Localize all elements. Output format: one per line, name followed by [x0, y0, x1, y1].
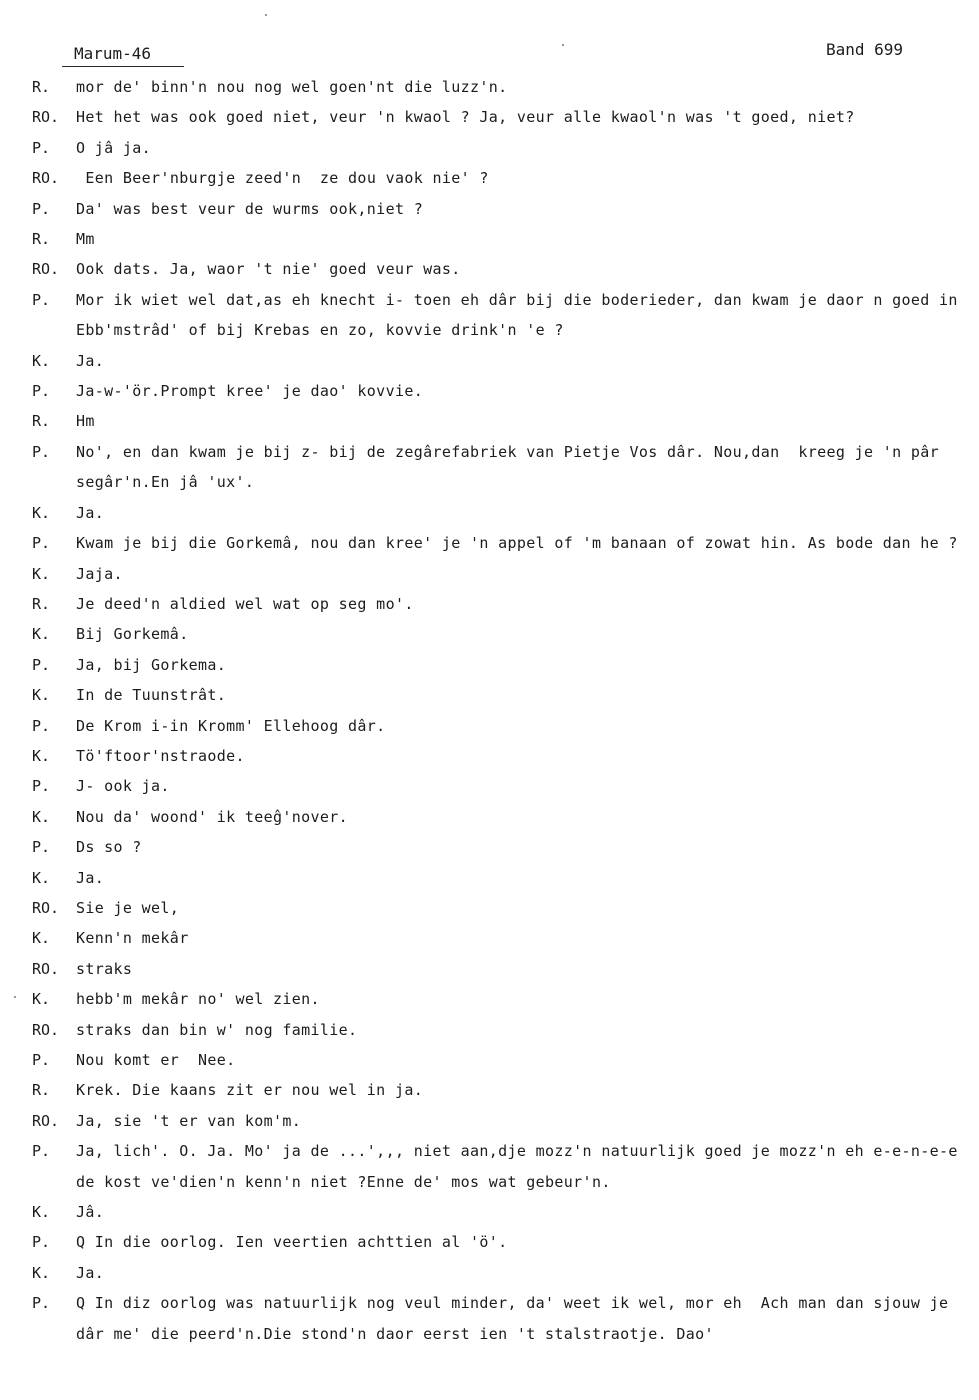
speaker-label: P. [32, 534, 51, 553]
speaker-label: K. [32, 625, 51, 644]
speaker-label: K. [32, 1203, 51, 1222]
utterance-text: hebb'm mekâr no' wel zien. [76, 990, 320, 1009]
utterance-text: Ja. [76, 868, 105, 887]
utterance-text: Ja, lich'. O. Ja. Mo' ja de ...',,, niet aan,dje mozz'n natuurlijk goed je mozz'n eh e-e-n-e-e de kost ve'dien'n kenn'n niet ?Enne de' mos wat gebeur'n. [76, 1142, 968, 1191]
transcript-turn [0, 498, 979, 528]
speaker-label: P. [32, 1142, 51, 1161]
speaker-label: P. [32, 655, 51, 674]
speaker-label: P. [32, 716, 51, 735]
transcript-turn [0, 437, 979, 498]
utterance-text: straks dan bin w' nog familie. [76, 1020, 358, 1039]
transcript-turn [0, 376, 979, 406]
utterance-text: Nou komt er Nee. [76, 1051, 236, 1069]
utterance-text: Ja, bij Gorkema. [76, 655, 227, 674]
transcript-turn [0, 984, 979, 1014]
utterance-text: Sie je wel, [76, 898, 180, 917]
transcript-turn [0, 224, 979, 254]
utterance-text: Kenn'n mekâr [76, 929, 189, 948]
utterance-text: Jâ. [76, 1203, 105, 1222]
speaker-label: RO. [32, 260, 60, 279]
document-id: Marum-46 [74, 44, 152, 63]
speaker-label: RO. [32, 169, 60, 188]
speaker-label: K. [32, 929, 51, 948]
scan-speck [265, 14, 267, 16]
speaker-label: K. [32, 868, 51, 887]
speaker-label: P. [32, 199, 51, 218]
utterance-text: Jaja. [76, 564, 123, 583]
speaker-label: RO. [32, 1111, 60, 1130]
transcript-turn [0, 1258, 979, 1288]
utterance-text: No', en dan kwam je bij z- bij de zegârefabriek van Pietje Vos dâr. Nou,dan kreeg je 'n pâr segâr'n.En jâ 'ux'. [76, 442, 949, 492]
transcript-turn [0, 72, 979, 102]
utterance-text: Ja. [76, 351, 105, 370]
speaker-label: P. [32, 138, 51, 157]
transcript-turn [0, 650, 979, 680]
speaker-label: RO. [32, 898, 60, 917]
document-id-underline [62, 66, 184, 67]
utterance-text: Ja. [76, 1263, 105, 1282]
utterance-text: Het het was ook goed niet, veur 'n kwaol ? Ja, veur alle kwaol'n was 't goed, niet? [76, 108, 855, 127]
speaker-label: K. [32, 990, 51, 1009]
speaker-label: P. [32, 838, 51, 857]
transcript-turn [0, 832, 979, 862]
speaker-label: K. [32, 807, 51, 826]
speaker-label: R. [32, 230, 51, 249]
utterance-text: Da' was best veur de wurms ook,niet ? [76, 199, 424, 218]
transcript-turn [0, 680, 979, 710]
utterance-text: Ds so ? [76, 838, 142, 857]
transcript-turn [0, 923, 979, 953]
utterance-text: Mor ik wiet wel dat,as eh knecht i- toen eh dâr bij die boderieder, dan kwam je daor n goed in Ebb'mstrâd' of bij Krebas en zo, kovvie drink'n 'e ? [76, 290, 968, 340]
transcript [0, 72, 979, 1349]
transcript-turn [0, 406, 979, 436]
utterance-text: Q In diz oorlog was natuurlijk nog veul minder, da' weet ik wel, mor eh Ach man dan sjouw je dâr me' die peerd'n.Die stond'n daor eerst ien 't stalstraotje. Dao' [76, 1294, 958, 1343]
utterance-text: Ja, sie 't er van kom'm. [76, 1111, 302, 1130]
utterance-text: Mm [76, 230, 95, 249]
speaker-label: P. [32, 1051, 51, 1069]
transcript-turn [0, 954, 979, 984]
transcript-turn [0, 863, 979, 893]
utterance-text: Ja-w-'ör.Prompt kree' je dao' kovvie. [76, 382, 424, 401]
scan-speck [562, 44, 564, 46]
transcript-turn [0, 163, 979, 193]
utterance-text: Bij Gorkemâ. [76, 625, 189, 644]
speaker-label: P. [32, 1294, 51, 1313]
utterance-text: O jâ ja. [76, 138, 152, 157]
transcript-turn [0, 619, 979, 649]
speaker-label: R. [32, 78, 51, 96]
speaker-label: P. [32, 777, 51, 796]
utterance-text: mor de' binn'n nou nog wel goen'nt die luzz'n. [76, 78, 508, 96]
speaker-label: RO. [32, 959, 60, 978]
utterance-text: Een Beer'nburgje zeed'n ze dou vaok nie' ? [76, 169, 489, 188]
speaker-label: RO. [32, 1020, 60, 1039]
transcript-turn [0, 1106, 979, 1136]
speaker-label: R. [32, 1081, 51, 1100]
transcript-turn [0, 1227, 979, 1257]
speaker-label: K. [32, 503, 51, 522]
transcript-turn [0, 1136, 979, 1197]
transcript-turn [0, 1288, 979, 1349]
transcript-turn [0, 1045, 979, 1075]
utterance-text: In de Tuunstrât. [76, 686, 227, 705]
utterance-text: Kwam je bij die Gorkemâ, nou dan kree' je 'n appel of 'm banaan of zowat hin. As bode dan he ? [76, 534, 958, 553]
speaker-label: P. [32, 290, 51, 309]
transcript-turn [0, 133, 979, 163]
transcript-turn [0, 285, 979, 346]
utterance-text: Tö'ftoor'nstraode. [76, 746, 245, 765]
utterance-text: Je deed'n aldied wel wat op seg mo'. [76, 594, 414, 613]
transcript-turn [0, 1015, 979, 1045]
speaker-label: R. [32, 594, 51, 613]
speaker-label: K. [32, 351, 51, 370]
utterance-text: straks [76, 959, 133, 978]
speaker-label: K. [32, 746, 51, 765]
utterance-text: Nou da' woond' ik teeĝ'nover. [76, 807, 349, 826]
utterance-text: Ook dats. Ja, waor 't nie' goed veur was. [76, 260, 461, 279]
transcript-turn [0, 893, 979, 923]
utterance-text: Ja. [76, 503, 105, 522]
speaker-label: RO. [32, 108, 60, 127]
transcript-turn [0, 1197, 979, 1227]
transcript-turn [0, 771, 979, 801]
transcript-turn [0, 346, 979, 376]
transcript-turn [0, 802, 979, 832]
speaker-label: K. [32, 1263, 51, 1282]
transcript-turn [0, 741, 979, 771]
tape-number: Band 699 [826, 40, 904, 59]
utterance-text: Krek. Die kaans zit er nou wel in ja. [76, 1081, 424, 1100]
speaker-label: P. [32, 382, 51, 401]
utterance-text: De Krom i-in Kromm' Ellehoog dâr. [76, 716, 386, 735]
speaker-label: P. [32, 442, 51, 461]
transcript-turn [0, 194, 979, 224]
transcript-turn [0, 102, 979, 132]
speaker-label: K. [32, 564, 51, 583]
transcript-turn [0, 559, 979, 589]
speaker-label: P. [32, 1233, 51, 1252]
transcript-turn [0, 589, 979, 619]
utterance-text: Q In die oorlog. Ien veertien achttien al 'ö'. [76, 1233, 508, 1252]
utterance-text: J- ook ja. [76, 777, 170, 796]
transcript-turn [0, 254, 979, 284]
utterance-text: Hm [76, 412, 95, 431]
transcript-turn [0, 528, 979, 558]
transcript-turn [0, 1075, 979, 1105]
speaker-label: K. [32, 686, 51, 705]
speaker-label: R. [32, 412, 51, 431]
transcript-turn [0, 711, 979, 741]
